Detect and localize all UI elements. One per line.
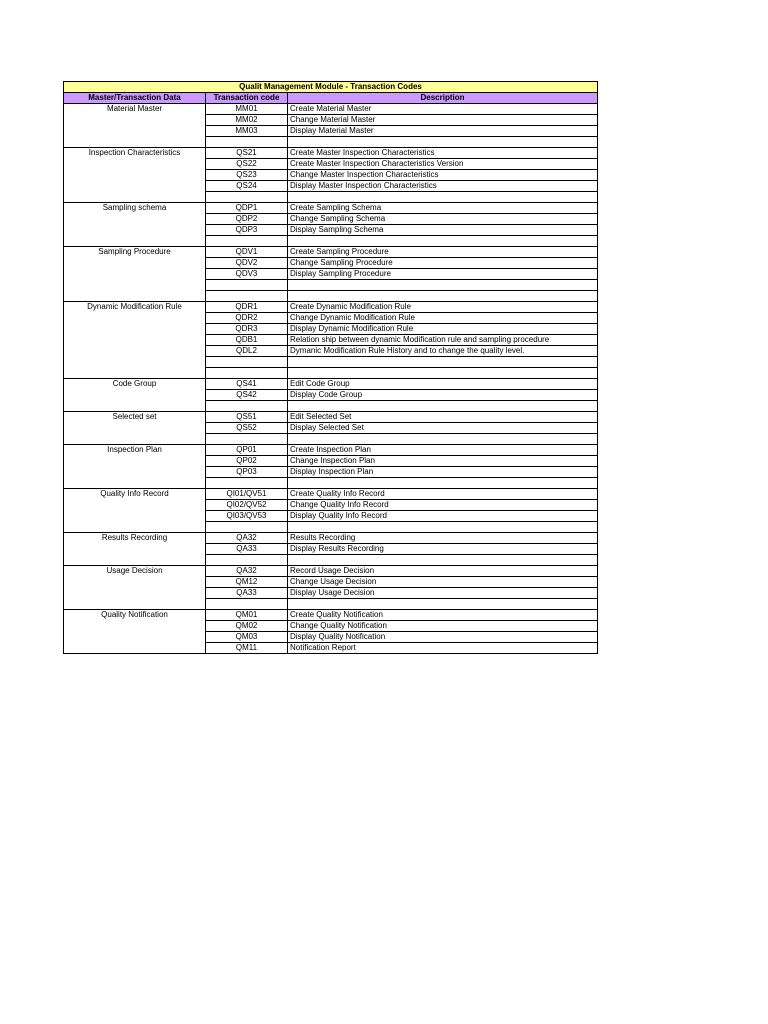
description-cell-empty: [288, 291, 598, 302]
transaction-description: Edit Selected Set: [288, 412, 598, 423]
group-cell-empty: [64, 258, 206, 269]
code-cell-empty: [206, 280, 288, 291]
table-row: [64, 500, 598, 511]
transaction-description: Display Dynamic Modification Rule: [288, 324, 598, 335]
table-row: [64, 269, 598, 280]
group-cell-empty: [64, 500, 206, 511]
group-cell-empty: [64, 225, 206, 236]
transaction-description: Display Quality Info Record: [288, 511, 598, 522]
blank-row: [64, 357, 598, 368]
blank-row: [64, 401, 598, 412]
description-cell-empty: [288, 401, 598, 412]
blank-row: [64, 599, 598, 610]
group-cell-empty: [64, 357, 206, 368]
description-cell-empty: [288, 368, 598, 379]
transaction-code: QI02/QV52: [206, 500, 288, 511]
transaction-code: QA32: [206, 533, 288, 544]
code-cell-empty: [206, 192, 288, 203]
transaction-description: Notification Report: [288, 643, 598, 654]
blank-row: [64, 478, 598, 489]
transaction-description: Change Sampling Schema: [288, 214, 598, 225]
transaction-code: MM03: [206, 126, 288, 137]
table-row: [64, 247, 598, 258]
group-name: Code Group: [64, 379, 206, 390]
group-cell-empty: [64, 390, 206, 401]
group-cell-empty: [64, 324, 206, 335]
transaction-code: QA33: [206, 544, 288, 555]
transaction-codes-table: [63, 81, 598, 654]
code-cell-empty: [206, 137, 288, 148]
group-cell-empty: [64, 192, 206, 203]
group-cell-empty: [64, 423, 206, 434]
transaction-description: Create Inspection Plan: [288, 445, 598, 456]
group-cell-empty: [64, 236, 206, 247]
transaction-code: QM03: [206, 632, 288, 643]
blank-row: [64, 522, 598, 533]
table-row: [64, 412, 598, 423]
transaction-code: QDR3: [206, 324, 288, 335]
transaction-description: Display Material Master: [288, 126, 598, 137]
code-cell-empty: [206, 401, 288, 412]
group-cell-empty: [64, 555, 206, 566]
table-row: [64, 467, 598, 478]
transaction-description: Edit Code Group: [288, 379, 598, 390]
table-row: [64, 258, 598, 269]
table-row: [64, 335, 598, 346]
transaction-description: Change Quality Info Record: [288, 500, 598, 511]
code-cell-empty: [206, 555, 288, 566]
blank-row: [64, 192, 598, 203]
transaction-description: Change Usage Decision: [288, 577, 598, 588]
group-cell-empty: [64, 137, 206, 148]
transaction-description: Change Master Inspection Characteristics: [288, 170, 598, 181]
transaction-description: Create Master Inspection Characteristics: [288, 148, 598, 159]
group-name: Dynamic Modification Rule: [64, 302, 206, 313]
transaction-description: Create Quality Notification: [288, 610, 598, 621]
group-cell-empty: [64, 269, 206, 280]
table-row: [64, 104, 598, 115]
group-name: Sampling schema: [64, 203, 206, 214]
transaction-description: Change Quality Notification: [288, 621, 598, 632]
transaction-description: Create Dynamic Modification Rule: [288, 302, 598, 313]
description-cell-empty: [288, 280, 598, 291]
blank-row: [64, 555, 598, 566]
group-cell-empty: [64, 478, 206, 489]
group-cell-empty: [64, 632, 206, 643]
table-row: [64, 159, 598, 170]
transaction-description: Change Material Master: [288, 115, 598, 126]
transaction-description: Change Inspection Plan: [288, 456, 598, 467]
blank-row: [64, 280, 598, 291]
table-row: [64, 170, 598, 181]
transaction-description: Create Sampling Schema: [288, 203, 598, 214]
code-cell-empty: [206, 368, 288, 379]
group-cell-empty: [64, 401, 206, 412]
title-row: [64, 82, 598, 93]
description-cell-empty: [288, 599, 598, 610]
transaction-code: QM02: [206, 621, 288, 632]
transaction-code: QP02: [206, 456, 288, 467]
description-cell-empty: [288, 236, 598, 247]
transaction-code: QS22: [206, 159, 288, 170]
group-cell-empty: [64, 467, 206, 478]
table-row: [64, 610, 598, 621]
transaction-description: Display Quality Notification: [288, 632, 598, 643]
transaction-code: QA33: [206, 588, 288, 599]
transaction-code: QS41: [206, 379, 288, 390]
transaction-code: QI01/QV51: [206, 489, 288, 500]
group-cell-empty: [64, 577, 206, 588]
table-row: [64, 390, 598, 401]
table-row: [64, 566, 598, 577]
transaction-code: QDR2: [206, 313, 288, 324]
table-row: [64, 456, 598, 467]
table-row: [64, 511, 598, 522]
transaction-code: QDP1: [206, 203, 288, 214]
transaction-code: QS52: [206, 423, 288, 434]
transaction-code: QS51: [206, 412, 288, 423]
table-row: [64, 489, 598, 500]
description-cell-empty: [288, 434, 598, 445]
transaction-code: QP01: [206, 445, 288, 456]
table-row: [64, 302, 598, 313]
transaction-code: QDB1: [206, 335, 288, 346]
table-row: [64, 379, 598, 390]
transaction-code: QDP3: [206, 225, 288, 236]
description-cell-empty: [288, 478, 598, 489]
group-cell-empty: [64, 544, 206, 555]
blank-row: [64, 137, 598, 148]
table-row: [64, 346, 598, 357]
transaction-description: Create Material Master: [288, 104, 598, 115]
table-row: [64, 181, 598, 192]
transaction-code: MM01: [206, 104, 288, 115]
transaction-description: Display Selected Set: [288, 423, 598, 434]
transaction-description: Display Usage Decision: [288, 588, 598, 599]
group-cell-empty: [64, 126, 206, 137]
code-cell-empty: [206, 236, 288, 247]
group-cell-empty: [64, 621, 206, 632]
transaction-description: Results Recording: [288, 533, 598, 544]
blank-row: [64, 291, 598, 302]
group-name: Selected set: [64, 412, 206, 423]
group-cell-empty: [64, 643, 206, 654]
transaction-code: QDP2: [206, 214, 288, 225]
group-cell-empty: [64, 588, 206, 599]
transaction-description: Change Dynamic Modification Rule: [288, 313, 598, 324]
blank-row: [64, 434, 598, 445]
transaction-code: QS24: [206, 181, 288, 192]
transaction-code: QDV2: [206, 258, 288, 269]
group-cell-empty: [64, 214, 206, 225]
transaction-description: Change Sampling Procedure: [288, 258, 598, 269]
group-cell-empty: [64, 291, 206, 302]
header-row: [64, 93, 598, 104]
description-cell-empty: [288, 137, 598, 148]
group-cell-empty: [64, 599, 206, 610]
transaction-code: QDR1: [206, 302, 288, 313]
column-header-master-data: Master/Transaction Data: [64, 93, 206, 104]
table-row: [64, 544, 598, 555]
transaction-code: QDL2: [206, 346, 288, 357]
transaction-description: Record Usage Decision: [288, 566, 598, 577]
code-cell-empty: [206, 599, 288, 610]
group-name: Inspection Plan: [64, 445, 206, 456]
transaction-code: QDV1: [206, 247, 288, 258]
transaction-description: Display Master Inspection Characteristics: [288, 181, 598, 192]
table-row: [64, 115, 598, 126]
group-name: Results Recording: [64, 533, 206, 544]
blank-row: [64, 368, 598, 379]
code-cell-empty: [206, 478, 288, 489]
group-name: Inspection Characteristics: [64, 148, 206, 159]
group-cell-empty: [64, 170, 206, 181]
sheet-title: Qualit Management Module - Transaction Codes: [64, 82, 598, 93]
description-cell-empty: [288, 555, 598, 566]
group-name: Material Master: [64, 104, 206, 115]
description-cell-empty: [288, 522, 598, 533]
group-cell-empty: [64, 434, 206, 445]
transaction-description: Create Quality Info Record: [288, 489, 598, 500]
code-cell-empty: [206, 522, 288, 533]
group-cell-empty: [64, 115, 206, 126]
code-cell-empty: [206, 291, 288, 302]
transaction-description: Dymanic Modification Rule History and to change the quality level.: [288, 346, 598, 357]
transaction-code: QS42: [206, 390, 288, 401]
table-row: [64, 445, 598, 456]
transaction-description: Relation ship between dynamic Modification rule and sampling procedure: [288, 335, 598, 346]
group-cell-empty: [64, 159, 206, 170]
transaction-code: QM11: [206, 643, 288, 654]
transaction-code: QA32: [206, 566, 288, 577]
group-cell-empty: [64, 456, 206, 467]
table-row: [64, 632, 598, 643]
group-cell-empty: [64, 522, 206, 533]
transaction-code: QM12: [206, 577, 288, 588]
code-cell-empty: [206, 434, 288, 445]
table-row: [64, 203, 598, 214]
table-row: [64, 423, 598, 434]
group-name: Quality Notification: [64, 610, 206, 621]
column-header-transaction-code: Transaction code: [206, 93, 288, 104]
group-cell-empty: [64, 181, 206, 192]
transaction-code: QS23: [206, 170, 288, 181]
transaction-code: QI03/QV53: [206, 511, 288, 522]
description-cell-empty: [288, 357, 598, 368]
blank-row: [64, 236, 598, 247]
transaction-description: Display Results Recording: [288, 544, 598, 555]
table-row: [64, 225, 598, 236]
table-body: [64, 82, 598, 654]
table-row: [64, 126, 598, 137]
transaction-code: QDV3: [206, 269, 288, 280]
table-row: [64, 313, 598, 324]
table-row: [64, 214, 598, 225]
transaction-description: Create Master Inspection Characteristics Version: [288, 159, 598, 170]
transaction-code: QS21: [206, 148, 288, 159]
transaction-description: Display Sampling Procedure: [288, 269, 598, 280]
table-row: [64, 577, 598, 588]
group-cell-empty: [64, 511, 206, 522]
table-row: [64, 621, 598, 632]
group-name: Quality Info Record: [64, 489, 206, 500]
transaction-code: QP03: [206, 467, 288, 478]
table-row: [64, 324, 598, 335]
code-cell-empty: [206, 357, 288, 368]
table-row: [64, 588, 598, 599]
group-cell-empty: [64, 313, 206, 324]
transaction-description: Display Sampling Schema: [288, 225, 598, 236]
transaction-description: Display Code Group: [288, 390, 598, 401]
group-name: Usage Decision: [64, 566, 206, 577]
column-header-description: Description: [288, 93, 598, 104]
table-row: [64, 643, 598, 654]
table-row: [64, 148, 598, 159]
group-name: Sampling Procedure: [64, 247, 206, 258]
transaction-description: Display Inspection Plan: [288, 467, 598, 478]
transaction-code: MM02: [206, 115, 288, 126]
group-cell-empty: [64, 368, 206, 379]
transaction-description: Create Sampling Procedure: [288, 247, 598, 258]
group-cell-empty: [64, 280, 206, 291]
transaction-code: QM01: [206, 610, 288, 621]
group-cell-empty: [64, 346, 206, 357]
description-cell-empty: [288, 192, 598, 203]
table-row: [64, 533, 598, 544]
group-cell-empty: [64, 335, 206, 346]
